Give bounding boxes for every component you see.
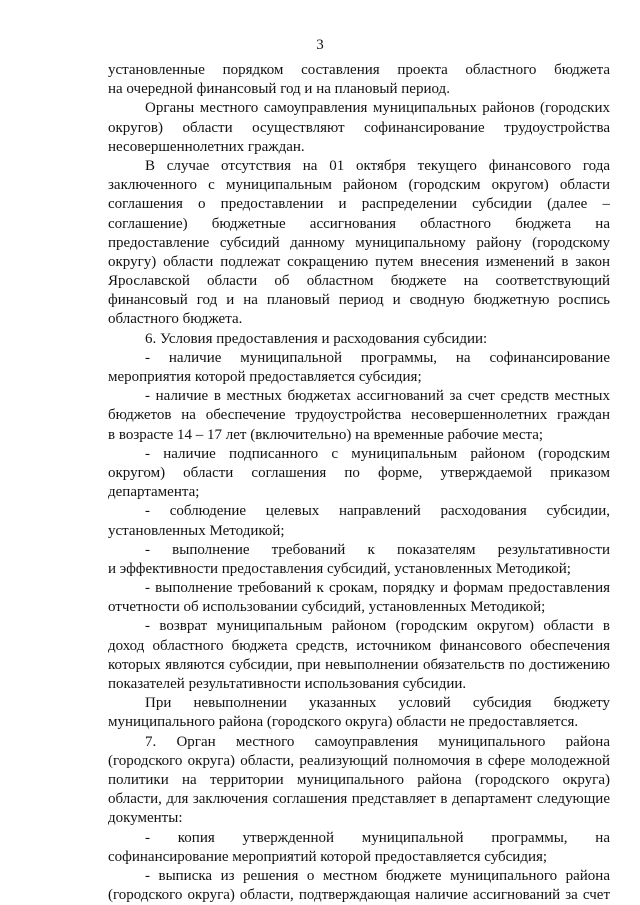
text-line: округу) области подлежат сокращению путем внесения изменений в закон xyxy=(108,253,610,270)
text-line: 7. Орган местного самоуправления муниципального района xyxy=(145,733,610,750)
text-line: департамента; xyxy=(108,484,200,501)
text-line: областного бюджета. xyxy=(108,311,243,328)
text-line: соглашение) бюджетные ассигнования областного бюджета на xyxy=(108,215,610,232)
text-line: В случае отсутствия на 01 октября текущего финансового года xyxy=(145,157,610,174)
text-line: соглашения о предоставлении и распределении субсидии (далее – xyxy=(108,196,610,213)
text-line: в возрасте 14 – 17 лет (включительно) на временные рабочие места; xyxy=(108,426,544,443)
text-line: бюджетов на обеспечение трудоустройства несовершеннолетних граждан xyxy=(108,407,610,424)
text-line: муниципального района (городского округа) области не предоставляется. xyxy=(108,714,579,731)
text-line: - наличие муниципальной программы, на софинансирование xyxy=(145,349,610,366)
text-line: политики на территории муниципального района (городского округа) xyxy=(108,771,610,788)
page-number: 3 xyxy=(316,37,324,53)
text-line: - наличие в местных бюджетах ассигнований за счет средств местных xyxy=(145,388,610,405)
text-line: округом) области соглашения по форме, утверждаемой приказом xyxy=(108,464,610,481)
text-line: - наличие подписанного с муниципальным районом (городским xyxy=(145,445,610,462)
document-body xyxy=(108,61,610,905)
text-line: округов) области осуществляют софинансирование трудоустройства xyxy=(108,119,610,136)
text-line: заключенного с муниципальным районом (городским округом) области xyxy=(108,177,610,194)
text-line: установленные порядком составления проекта областного бюджета xyxy=(108,62,610,78)
text-line: - возврат муниципальным районом (городским округом) области в xyxy=(145,618,610,635)
text-line: - выполнение требований к срокам, порядку и формам предоставления xyxy=(145,580,610,597)
text-line: (городского округа) области, подтверждающая наличие ассигнований за счет xyxy=(108,887,610,904)
text-line: мероприятия которой предоставляется субсидия; xyxy=(108,369,422,385)
text-line: (городского округа) области, реализующий полномочия в сфере молодежной xyxy=(108,752,610,769)
text-line: софинансирование мероприятий которой предоставляется субсидия; xyxy=(108,848,548,865)
text-line: которых являются субсидии, при невыполнении обязательств по достижению xyxy=(108,656,610,673)
text-line: - выписка из решения о местном бюджете муниципального района xyxy=(145,867,610,884)
text-line: Органы местного самоуправления муниципальных районов (городских xyxy=(145,100,610,117)
text-line: - копия утвержденной муниципальной программы, на xyxy=(145,829,610,846)
text-line: доход областного бюджета средств, источником финансового обеспечения xyxy=(108,637,610,654)
text-line: области, для заключения соглашения представляет в департамент следующие xyxy=(108,791,610,808)
text-line: установленных Методикой; xyxy=(108,522,285,539)
text-line: документы: xyxy=(108,810,183,827)
text-line: При невыполнении указанных условий субсидия бюджету xyxy=(145,695,610,712)
text-line: предоставление субсидий данному муниципальному району (городскому xyxy=(108,234,610,251)
text-line: - соблюдение целевых направлений расходования субсидии, xyxy=(145,503,610,520)
text-line: 6. Условия предоставления и расходования субсидии: xyxy=(145,330,488,347)
text-line: на очередной финансовый год и на плановый период. xyxy=(108,81,450,98)
text-line: и эффективности предоставления субсидий, установленных Методикой; xyxy=(108,560,571,577)
text-line: показателей результативности использования субсидии. xyxy=(108,676,467,692)
text-line: отчетности об использовании субсидий, установленных Методикой; xyxy=(108,599,546,616)
text-line: Ярославской области об областном бюджете на соответствующий xyxy=(108,273,610,290)
text-line: - выполнение требований к показателям результативности xyxy=(145,541,610,558)
text-line: несовершеннолетних граждан. xyxy=(108,138,305,155)
text-line: финансовый год и на плановый период и сводную бюджетную роспись xyxy=(108,292,610,309)
